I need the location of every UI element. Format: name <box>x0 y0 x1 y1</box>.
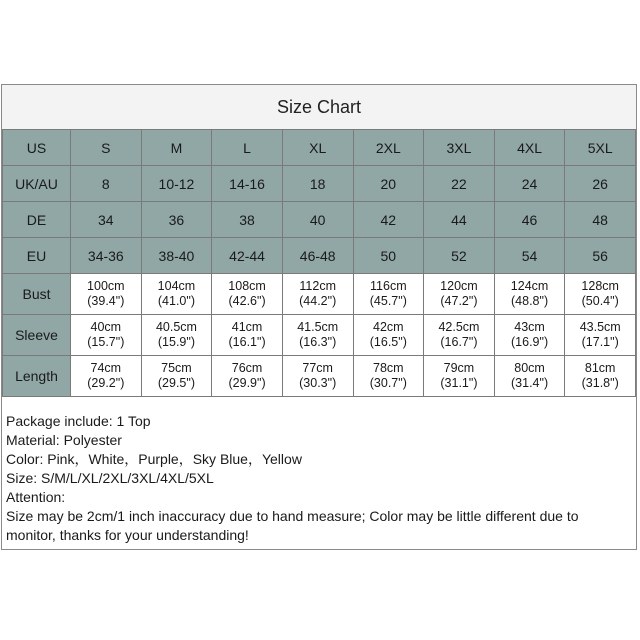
size-cell: 42 <box>353 202 424 238</box>
inch-value: (30.7") <box>369 376 407 390</box>
cm-value: 100cm <box>87 279 125 293</box>
measurement-cell <box>212 315 283 356</box>
size-cell: L <box>212 130 283 166</box>
size-cell: 5XL <box>565 130 636 166</box>
size-cell: 10-12 <box>141 166 212 202</box>
size-system-row <box>3 238 636 274</box>
size-table <box>2 129 636 397</box>
inch-value: (39.4") <box>87 294 125 308</box>
cm-value: 42cm <box>373 320 404 334</box>
inch-value: (15.9") <box>157 335 195 349</box>
inch-value: (31.4") <box>511 376 549 390</box>
size-cell: 22 <box>424 166 495 202</box>
cm-value: 42.5cm <box>438 320 480 334</box>
inch-value: (30.3") <box>299 376 337 390</box>
cm-value: 40cm <box>90 320 122 334</box>
size-system-row <box>3 166 636 202</box>
cm-value: 77cm <box>302 361 333 375</box>
size-cell: 50 <box>353 238 424 274</box>
material-note: Material: Polyester <box>6 432 122 448</box>
size-cell: 44 <box>424 202 495 238</box>
size-cell: 56 <box>565 238 636 274</box>
row-label: EU <box>3 238 71 274</box>
measurement-cell <box>565 315 636 356</box>
measurement-cell <box>494 315 565 356</box>
size-cell: 34 <box>71 202 142 238</box>
color-note: Color: Pink，White，Purple，Sky Blue，Yellow <box>6 451 302 467</box>
inch-value: (48.8") <box>511 294 549 308</box>
measurement-cell <box>141 274 212 315</box>
measurement-cell <box>212 274 283 315</box>
cm-value: 41.5cm <box>297 320 339 334</box>
inch-value: (29.9") <box>228 376 266 390</box>
measurement-cell <box>424 315 495 356</box>
size-cell: 24 <box>494 166 565 202</box>
measurement-cell <box>141 356 212 397</box>
row-label: UK/AU <box>3 166 71 202</box>
measurement-cell <box>424 356 495 397</box>
measurement-cell <box>424 274 495 315</box>
size-cell: 26 <box>565 166 636 202</box>
cm-value: 78cm <box>373 361 404 375</box>
cm-value: 104cm <box>157 279 196 293</box>
inch-value: (31.8") <box>581 376 619 390</box>
inch-value: (45.7") <box>369 294 407 308</box>
size-cell: 18 <box>282 166 353 202</box>
cm-value: 79cm <box>443 361 475 375</box>
size-cell: 36 <box>141 202 212 238</box>
measurement-cell <box>71 356 142 397</box>
measurement-row <box>3 274 636 315</box>
cm-value: 124cm <box>510 279 549 293</box>
cm-value: 76cm <box>231 361 263 375</box>
cm-value: 40.5cm <box>155 320 197 334</box>
measurement-cell <box>282 356 353 397</box>
inch-value: (16.9") <box>511 335 549 349</box>
size-cell: 34-36 <box>71 238 142 274</box>
cm-value: 43.5cm <box>579 320 621 334</box>
package-note: Package include: 1 Top <box>6 413 151 429</box>
row-label: Bust <box>3 274 71 315</box>
size-cell: 52 <box>424 238 495 274</box>
row-label: DE <box>3 202 71 238</box>
measurement-cell <box>353 274 424 315</box>
size-cell: XL <box>282 130 353 166</box>
inch-value: (17.1") <box>581 335 619 349</box>
inch-value: (47.2") <box>440 294 478 308</box>
size-cell: 48 <box>565 202 636 238</box>
measurement-cell <box>494 274 565 315</box>
product-notes <box>6 412 632 545</box>
cm-value: 43cm <box>514 320 545 334</box>
inch-value: (15.7") <box>87 335 125 349</box>
disclaimer-note: Size may be 2cm/1 inch inaccuracy due to hand measure; Color may be little different due to monitor, thanks for your understanding! <box>6 508 579 543</box>
inch-value: (41.0") <box>157 294 195 308</box>
size-cell: 46 <box>494 202 565 238</box>
size-system-row <box>3 130 636 166</box>
inch-value: (50.4") <box>581 294 619 308</box>
size-cell: 54 <box>494 238 565 274</box>
measurement-cell <box>353 315 424 356</box>
size-cell: 4XL <box>494 130 565 166</box>
size-cell: 42-44 <box>212 238 283 274</box>
measurement-cell <box>141 315 212 356</box>
cm-value: 116cm <box>370 279 407 293</box>
inch-value: (29.2") <box>87 376 125 390</box>
size-cell: 46-48 <box>282 238 353 274</box>
inch-value: (16.3") <box>299 335 337 349</box>
cm-value: 120cm <box>440 279 478 293</box>
size-chart <box>1 84 637 550</box>
measurement-cell <box>565 356 636 397</box>
size-system-row <box>3 202 636 238</box>
attention-label: Attention: <box>6 489 66 505</box>
size-cell: 38-40 <box>141 238 212 274</box>
measurement-cell <box>282 274 353 315</box>
size-cell: M <box>141 130 212 166</box>
size-cell: 14-16 <box>212 166 283 202</box>
size-cell: 20 <box>353 166 424 202</box>
cm-value: 112cm <box>299 279 336 293</box>
row-label: US <box>3 130 71 166</box>
measurement-cell <box>71 315 142 356</box>
cm-value: 41cm <box>231 320 263 334</box>
size-note: Size: S/M/L/XL/2XL/3XL/4XL/5XL <box>6 470 214 486</box>
size-cell: 8 <box>71 166 142 202</box>
measurement-cell <box>71 274 142 315</box>
size-cell: 3XL <box>424 130 495 166</box>
measurement-cell <box>282 315 353 356</box>
cm-value: 108cm <box>228 279 266 293</box>
measurement-cell <box>353 356 424 397</box>
size-cell: 40 <box>282 202 353 238</box>
cm-value: 80cm <box>514 361 545 375</box>
inch-value: (44.2") <box>299 294 337 308</box>
cm-value: 128cm <box>581 279 619 293</box>
size-cell: 2XL <box>353 130 424 166</box>
measurement-cell <box>494 356 565 397</box>
inch-value: (16.1") <box>228 335 266 349</box>
inch-value: (29.5") <box>157 376 195 390</box>
row-label: Length <box>3 356 71 397</box>
inch-value: (16.5") <box>369 335 407 349</box>
cm-value: 81cm <box>584 361 616 375</box>
inch-value: (42.6") <box>228 294 266 308</box>
size-cell: S <box>71 130 142 166</box>
measurement-cell <box>212 356 283 397</box>
inch-value: (31.1") <box>440 376 478 390</box>
cm-value: 74cm <box>90 361 122 375</box>
inch-value: (16.7") <box>440 335 478 349</box>
measurement-row <box>3 356 636 397</box>
chart-title: Size Chart <box>2 85 636 130</box>
size-cell: 38 <box>212 202 283 238</box>
measurement-row <box>3 315 636 356</box>
measurement-cell <box>565 274 636 315</box>
row-label: Sleeve <box>3 315 71 356</box>
cm-value: 75cm <box>161 361 192 375</box>
